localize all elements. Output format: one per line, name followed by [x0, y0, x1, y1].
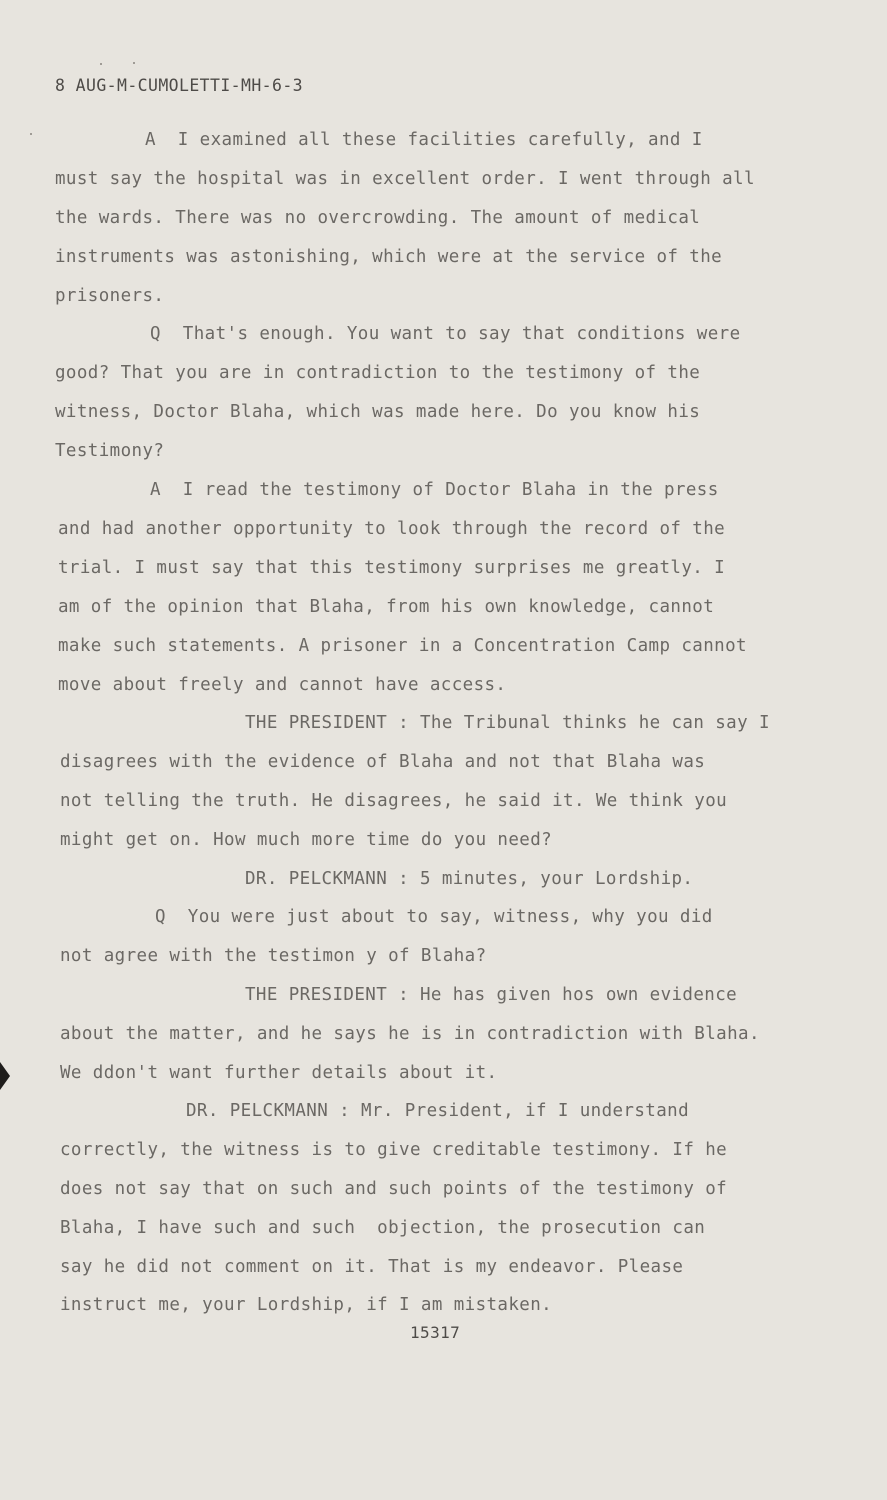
speck-mark: [100, 63, 102, 65]
text-line: instruments was astonishing, which were at the service of the: [55, 247, 723, 267]
text-line: A I read the testimony of Doctor Blaha in the press: [150, 480, 719, 500]
text-line: must say the hospital was in excellent order. I went through all: [55, 169, 755, 189]
text-line: prisoners.: [55, 286, 165, 306]
text-line: not agree with the testimon y of Blaha?: [60, 946, 487, 966]
text-line: THE PRESIDENT : The Tribunal thinks he can say I: [245, 713, 770, 733]
page-number: 15317: [410, 1323, 461, 1342]
text-line: correctly, the witness is to give creditable testimony. If he: [60, 1140, 728, 1160]
document-header: 8 AUG-M-CUMOLETTI-MH-6-3: [55, 76, 304, 95]
text-line: Q You were just about to say, witness, why you did: [155, 907, 713, 927]
text-line: does not say that on such and such points of the testimony of: [60, 1179, 728, 1199]
text-line: make such statements. A prisoner in a Concentration Camp cannot: [58, 636, 747, 656]
text-line: A I examined all these facilities carefully, and I: [145, 130, 703, 150]
speck-mark: [30, 133, 32, 135]
text-line: witness, Doctor Blaha, which was made here. Do you know his: [55, 402, 701, 422]
text-line: DR. PELCKMANN : 5 minutes, your Lordship.: [245, 869, 694, 889]
text-line: Blaha, I have such and such objection, the prosecution can: [60, 1218, 706, 1238]
text-line: THE PRESIDENT : He has given hos own evidence: [245, 985, 738, 1005]
text-line: Q That's enough. You want to say that conditions were: [150, 324, 741, 344]
text-line: instruct me, your Lordship, if I am mistaken.: [60, 1295, 553, 1315]
text-line: We ddon't want further details about it.: [60, 1063, 498, 1083]
margin-arrow-mark: [0, 1062, 10, 1090]
text-line: and had another opportunity to look through the record of the: [58, 519, 726, 539]
text-line: might get on. How much more time do you need?: [60, 830, 553, 850]
text-line: DR. PELCKMANN : Mr. President, if I understand: [186, 1101, 690, 1121]
text-line: say he did not comment on it. That is my endeavor. Please: [60, 1257, 684, 1277]
text-line: am of the opinion that Blaha, from his own knowledge, cannot: [58, 597, 715, 617]
text-line: not telling the truth. He disagrees, he said it. We think you: [60, 791, 728, 811]
speck-mark: [133, 62, 135, 64]
text-line: good? That you are in contradiction to the testimony of the: [55, 363, 701, 383]
text-line: move about freely and cannot have access.: [58, 675, 507, 695]
text-line: disagrees with the evidence of Blaha and not that Blaha was: [60, 752, 706, 772]
text-line: trial. I must say that this testimony surprises me greatly. I: [58, 558, 726, 578]
text-line: the wards. There was no overcrowding. The amount of medical: [55, 208, 701, 228]
text-line: Testimony?: [55, 441, 165, 461]
text-line: about the matter, and he says he is in contradiction with Blaha.: [60, 1024, 760, 1044]
